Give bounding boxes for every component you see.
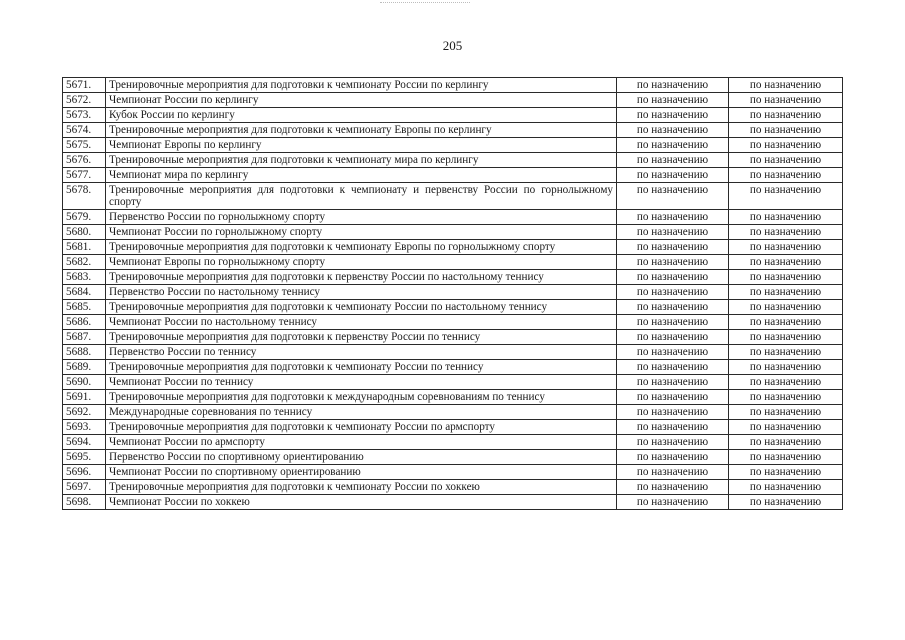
table-row [63,240,843,255]
event-name: Чемпионат России по хоккею [106,495,617,510]
event-name: Чемпионат мира по керлингу [106,168,617,183]
funding-amount-cell: по назначению [729,183,843,210]
funding-source-cell: по назначению [617,225,729,240]
table-row [63,285,843,300]
funding-amount-cell: по назначению [729,345,843,360]
funding-source-cell: по назначению [617,210,729,225]
row-number: 5684. [63,285,106,300]
funding-source-cell: по назначению [617,123,729,138]
table-row [63,465,843,480]
table-row [63,123,843,138]
row-number: 5686. [63,315,106,330]
event-name: Чемпионат России по горнолыжному спорту [106,225,617,240]
event-name: Тренировочные мероприятия для подготовки к чемпионату России по керлингу [106,78,617,93]
funding-source-cell: по назначению [617,420,729,435]
event-name: Тренировочные мероприятия для подготовки к чемпионату России по хоккею [106,480,617,495]
event-name: Тренировочные мероприятия для подготовки к чемпионату мира по керлингу [106,153,617,168]
table-row [63,93,843,108]
row-number: 5687. [63,330,106,345]
table-row [63,168,843,183]
row-number: 5685. [63,300,106,315]
row-number: 5677. [63,168,106,183]
table-row [63,210,843,225]
funding-amount-cell: по назначению [729,153,843,168]
table-row [63,255,843,270]
event-name: Тренировочные мероприятия для подготовки к чемпионату России по настольному теннису [106,300,617,315]
funding-amount-cell: по назначению [729,78,843,93]
funding-amount-cell: по назначению [729,123,843,138]
funding-amount-cell: по назначению [729,255,843,270]
event-name: Первенство России по теннису [106,345,617,360]
row-number: 5671. [63,78,106,93]
event-name: Тренировочные мероприятия для подготовки к чемпионату Европы по керлингу [106,123,617,138]
table-row [63,138,843,153]
row-number: 5696. [63,465,106,480]
event-name: Чемпионат России по керлингу [106,93,617,108]
funding-amount-cell: по назначению [729,450,843,465]
table-row [63,405,843,420]
funding-amount-cell: по назначению [729,168,843,183]
funding-amount-cell: по назначению [729,465,843,480]
row-number: 5683. [63,270,106,285]
funding-source-cell: по назначению [617,93,729,108]
event-name: Международные соревнования по теннису [106,405,617,420]
event-name: Кубок России по керлингу [106,108,617,123]
funding-amount-cell: по назначению [729,285,843,300]
row-number: 5675. [63,138,106,153]
event-name: Первенство России по настольному теннису [106,285,617,300]
funding-amount-cell: по назначению [729,108,843,123]
event-name: Чемпионат России по теннису [106,375,617,390]
row-number: 5678. [63,183,106,210]
funding-amount-cell: по назначению [729,375,843,390]
row-number: 5674. [63,123,106,138]
funding-amount-cell: по назначению [729,420,843,435]
funding-source-cell: по назначению [617,315,729,330]
table-row [63,183,843,210]
table-row [63,153,843,168]
funding-amount-cell: по назначению [729,138,843,153]
row-number: 5689. [63,360,106,375]
event-name: Тренировочные мероприятия для подготовки к чемпионату Европы по горнолыжному спорту [106,240,617,255]
funding-source-cell: по назначению [617,435,729,450]
funding-amount-cell: по назначению [729,315,843,330]
funding-amount-cell: по назначению [729,300,843,315]
event-name: Чемпионат России по армспорту [106,435,617,450]
funding-source-cell: по назначению [617,78,729,93]
funding-source-cell: по назначению [617,345,729,360]
funding-amount-cell: по назначению [729,240,843,255]
table-row [63,330,843,345]
event-name: Первенство России по спортивному ориентированию [106,450,617,465]
event-name: Чемпионат России по настольному теннису [106,315,617,330]
funding-source-cell: по назначению [617,360,729,375]
row-number: 5673. [63,108,106,123]
funding-source-cell: по назначению [617,390,729,405]
row-number: 5690. [63,375,106,390]
event-name: Тренировочные мероприятия для подготовки к чемпионату России по армспорту [106,420,617,435]
funding-amount-cell: по назначению [729,390,843,405]
funding-source-cell: по назначению [617,138,729,153]
funding-source-cell: по назначению [617,108,729,123]
event-name: Первенство России по горнолыжному спорту [106,210,617,225]
event-name: Тренировочные мероприятия для подготовки к чемпионату и первенству России по горнолыжному спорту [106,183,617,210]
funding-source-cell: по назначению [617,375,729,390]
event-name: Тренировочные мероприятия для подготовки к международным соревнованиям по теннису [106,390,617,405]
table-row [63,420,843,435]
table-row [63,225,843,240]
funding-amount-cell: по назначению [729,210,843,225]
row-number: 5688. [63,345,106,360]
event-name: Чемпионат России по спортивному ориентированию [106,465,617,480]
funding-source-cell: по назначению [617,465,729,480]
funding-source-cell: по назначению [617,480,729,495]
funding-source-cell: по назначению [617,183,729,210]
funding-amount-cell: по назначению [729,480,843,495]
table-row [63,78,843,93]
funding-source-cell: по назначению [617,270,729,285]
event-name: Чемпионат Европы по керлингу [106,138,617,153]
funding-amount-cell: по назначению [729,93,843,108]
row-number: 5679. [63,210,106,225]
events-table-body [63,78,843,510]
row-number: 5682. [63,255,106,270]
funding-source-cell: по назначению [617,168,729,183]
row-number: 5672. [63,93,106,108]
funding-amount-cell: по назначению [729,330,843,345]
event-name: Тренировочные мероприятия для подготовки к первенству России по теннису [106,330,617,345]
table-row [63,480,843,495]
row-number: 5691. [63,390,106,405]
row-number: 5681. [63,240,106,255]
table-row [63,315,843,330]
row-number: 5694. [63,435,106,450]
funding-source-cell: по назначению [617,330,729,345]
events-table [62,77,843,510]
funding-amount-cell: по назначению [729,270,843,285]
table-row [63,450,843,465]
funding-source-cell: по назначению [617,495,729,510]
funding-source-cell: по назначению [617,240,729,255]
row-number: 5693. [63,420,106,435]
funding-source-cell: по назначению [617,255,729,270]
scan-top-mark [380,2,470,4]
table-row [63,270,843,285]
funding-source-cell: по назначению [617,285,729,300]
funding-source-cell: по назначению [617,300,729,315]
event-name: Тренировочные мероприятия для подготовки к чемпионату России по теннису [106,360,617,375]
row-number: 5680. [63,225,106,240]
table-row [63,390,843,405]
row-number: 5697. [63,480,106,495]
table-row [63,360,843,375]
row-number: 5695. [63,450,106,465]
funding-source-cell: по назначению [617,153,729,168]
funding-amount-cell: по назначению [729,405,843,420]
row-number: 5692. [63,405,106,420]
table-row [63,435,843,450]
funding-source-cell: по назначению [617,450,729,465]
event-name: Чемпионат Европы по горнолыжному спорту [106,255,617,270]
row-number: 5698. [63,495,106,510]
table-row [63,375,843,390]
funding-amount-cell: по назначению [729,435,843,450]
page-number: 205 [442,38,463,53]
table-row [63,345,843,360]
funding-amount-cell: по назначению [729,225,843,240]
row-number: 5676. [63,153,106,168]
table-row [63,495,843,510]
event-name: Тренировочные мероприятия для подготовки к первенству России по настольному теннису [106,270,617,285]
funding-source-cell: по назначению [617,405,729,420]
funding-amount-cell: по назначению [729,495,843,510]
funding-amount-cell: по назначению [729,360,843,375]
table-row [63,108,843,123]
table-row [63,300,843,315]
